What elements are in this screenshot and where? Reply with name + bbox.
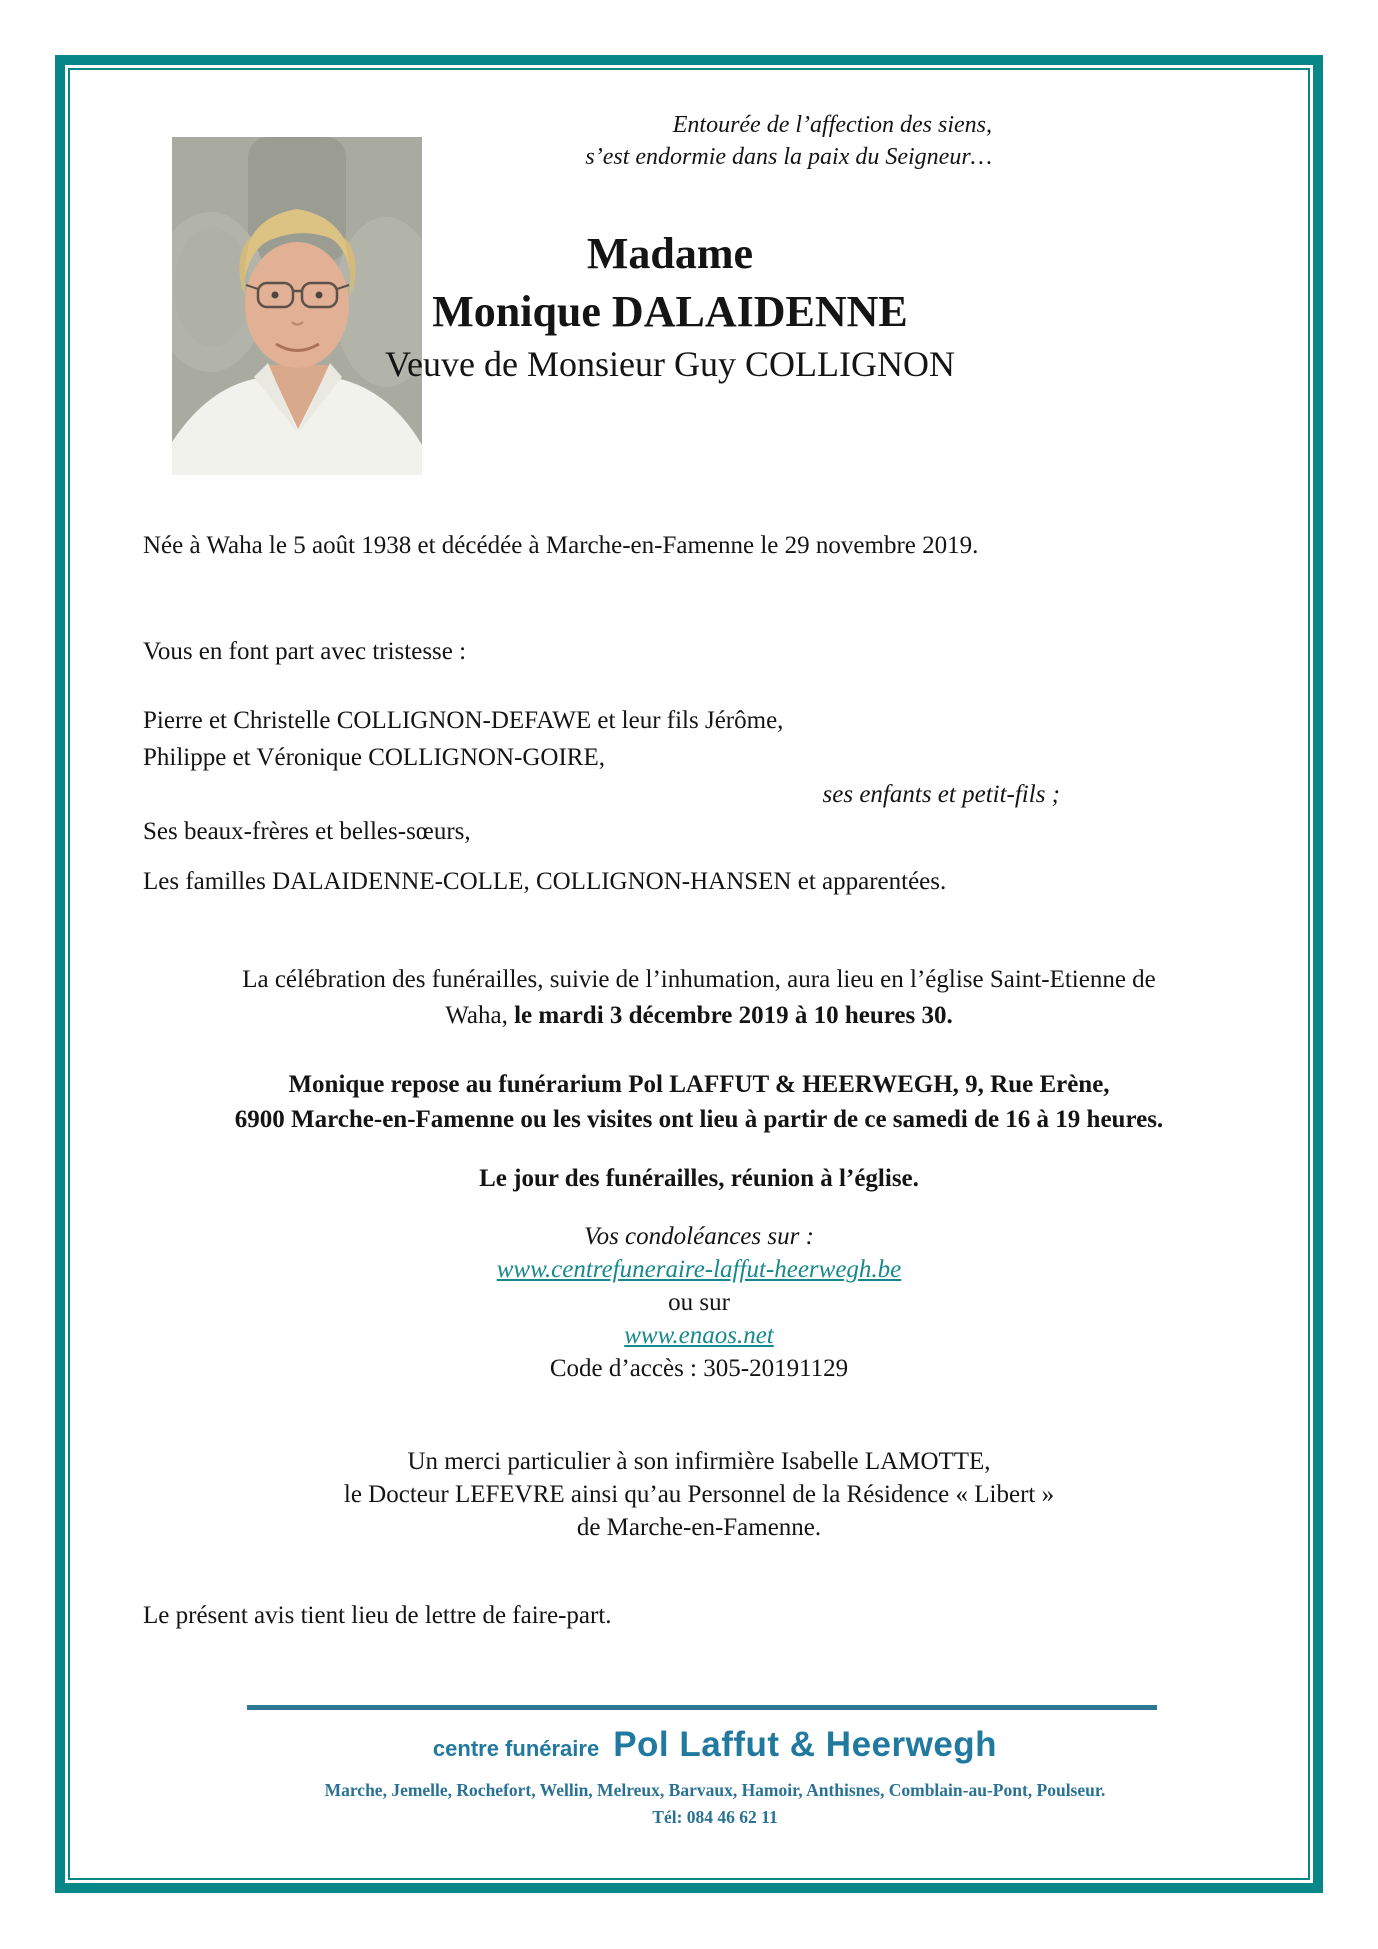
funeral-home-brand (170, 1725, 1260, 1765)
family-line-3: Ses beaux-frères et belles-sœurs, (143, 818, 471, 845)
repose-paragraph (80, 1067, 1318, 1137)
condolences-block (80, 1220, 1318, 1385)
ceremony-line-1: La célébration des funérailles, suivie de l’inhumation, aura lieu en l’église Saint-Etienne de (242, 966, 1156, 993)
brand-phone: Tél: 084 46 62 11 (652, 1807, 778, 1827)
thanks-line-3: de Marche-en-Famenne. (576, 1514, 822, 1541)
thanks-block (80, 1445, 1318, 1544)
access-code-line: Code d’accès : 305-20191129 (549, 1355, 849, 1382)
condolence-link-1[interactable]: www.centrefuneraire-laffut-heerwegh.be (496, 1256, 902, 1283)
ceremony-line-2-normal: Waha, (445, 1002, 515, 1029)
deceased-name: Monique DALAIDENNE (432, 287, 908, 337)
ceremony-line-2 (80, 998, 1318, 1034)
brand-name: Pol Laffut & Heerwegh (613, 1725, 998, 1764)
deceased-title-block (80, 225, 1260, 388)
widow-line: Veuve de Monsieur Guy COLLIGNON (385, 344, 955, 385)
ceremony-date-bold: le mardi 3 décembre 2019 à 10 heures 30. (514, 1002, 953, 1029)
footer-divider-rule (247, 1705, 1157, 1710)
reunion-line: Le jour des funérailles, réunion à l’église. (479, 1165, 919, 1192)
condolence-link-2-row (80, 1319, 1318, 1352)
family-line-1: Pierre et Christelle COLLIGNON-DEFAWE et leur fils Jérôme, (143, 707, 784, 734)
family-line-2: Philippe et Véronique COLLIGNON-GOIRE, (143, 744, 605, 771)
announcement-content (80, 80, 1318, 1888)
notice-line: Le présent avis tient lieu de lettre de faire-part. (143, 1602, 612, 1629)
birth-death-line: Née à Waha le 5 août 1938 et décédée à Marche-en-Famenne le 29 novembre 2019. (143, 532, 979, 559)
ceremony-paragraph (80, 962, 1318, 1034)
condolences-label: Vos condoléances sur : (584, 1223, 814, 1250)
title-madame: Madame (586, 229, 754, 278)
invocation-line-2: s’est endormie dans la paix du Seigneur… (585, 143, 992, 170)
or-text: ou sur (668, 1289, 730, 1316)
intro-line: Vous en font part avec tristesse : (143, 638, 467, 665)
thanks-line-1: Un merci particulier à son infirmière Isabelle LAMOTTE, (407, 1448, 991, 1475)
family-role-line: ses enfants et petit-fils ; (822, 781, 1060, 808)
page-border-frame (55, 55, 1323, 1893)
invocation-line-1: Entourée de l’affection des siens, (672, 112, 992, 138)
brand-locations: Marche, Jemelle, Rochefort, Wellin, Melreux, Barvaux, Hamoir, Anthisnes, Comblain-au-Pont, Poulseur. (324, 1780, 1106, 1800)
condolence-link-2[interactable]: www.enaos.net (624, 1322, 774, 1349)
repose-line-1: Monique repose au funérarium Pol LAFFUT & HEERWEGH, 9, Rue Erène, (288, 1071, 1110, 1098)
family-block (143, 702, 1060, 850)
condolence-link-1-row (80, 1253, 1318, 1286)
brand-prefix: centre funéraire (432, 1736, 600, 1761)
thanks-line-2: le Docteur LEFEVRE ainsi qu’au Personnel de la Résidence « Libert » (343, 1481, 1055, 1508)
repose-line-2: 6900 Marche-en-Famenne ou les visites ont lieu à partir de ce samedi de 16 à 19 heures. (234, 1106, 1164, 1133)
families-line: Les familles DALAIDENNE-COLLE, COLLIGNON-HANSEN et apparentées. (143, 868, 947, 895)
